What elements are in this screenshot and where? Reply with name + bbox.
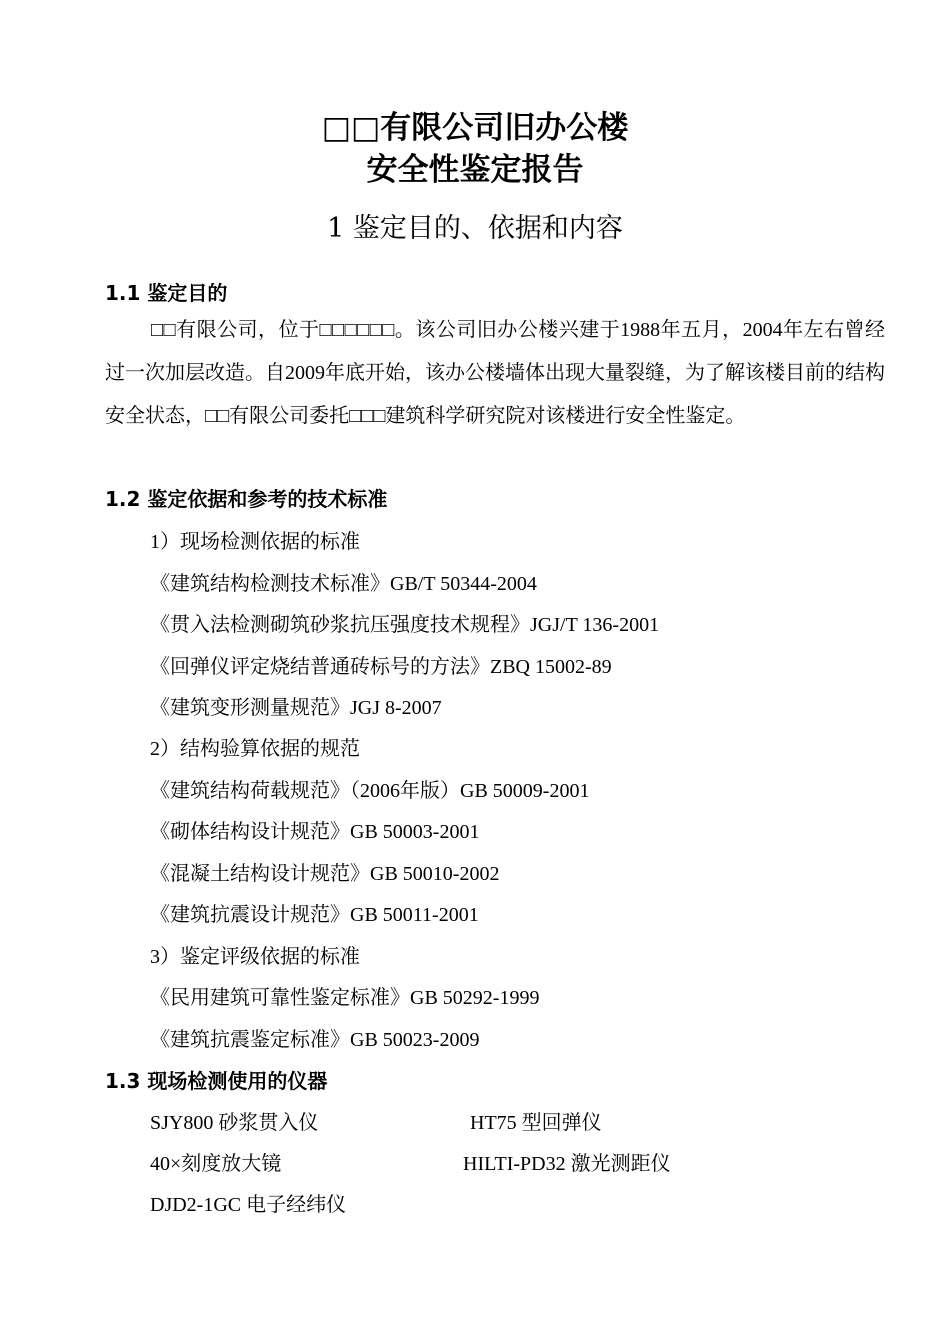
section-1-1-paragraph: □□有限公司，位于□□□□□□。该公司旧办公楼兴建于1988年五月，2004年左右曾经过一次加层改造。自2009年底开始，该办公楼墙体出现大量裂缝，为了解该楼目前的结构安全状态，□□有限公司委托□□□建筑科学研究院对该楼进行安全性鉴定。 xyxy=(105,319,885,427)
instrument-item: DJD2-1GC 电子经纬仪 xyxy=(150,1194,347,1216)
chapter-heading: 1 鉴定目的、依据和内容 xyxy=(327,213,623,244)
report-title-line2: 安全性鉴定报告 xyxy=(366,152,584,188)
standard-item: 《建筑结构荷载规范》（2006年版）GB 50009-2001 xyxy=(150,780,590,802)
standard-item: 《贯入法检测砌筑砂浆抗压强度技术规程》JGJ/T 136-2001 xyxy=(150,614,660,636)
report-title-line1: □□有限公司旧办公楼 xyxy=(321,110,629,146)
instrument-item: HT75 型回弹仪 xyxy=(470,1112,602,1134)
standard-item: 《建筑抗震鉴定标准》GB 50023-2009 xyxy=(150,1029,480,1051)
standard-item: 《民用建筑可靠性鉴定标准》GB 50292-1999 xyxy=(150,987,540,1009)
standard-item: 《建筑结构检测技术标准》GB/T 50344-2004 xyxy=(150,573,537,595)
instrument-item: HILTI-PD32 激光测距仪 xyxy=(463,1153,671,1175)
section-heading-1-2: 1.2 鉴定依据和参考的技术标准 xyxy=(105,487,388,511)
group-label-2: 2）结构验算依据的规范 xyxy=(150,738,360,760)
instrument-item: SJY800 砂浆贯入仪 xyxy=(150,1112,319,1134)
standard-item: 《回弹仪评定烧结普通砖标号的方法》ZBQ 15002-89 xyxy=(150,656,612,678)
standard-item: 《建筑抗震设计规范》GB 50011-2001 xyxy=(150,904,479,926)
standard-item: 《建筑变形测量规范》JGJ 8-2007 xyxy=(150,697,442,719)
section-heading-1-1: 1.1 鉴定目的 xyxy=(105,281,228,305)
group-label-1: 1）现场检测依据的标准 xyxy=(150,531,360,553)
instrument-item: 40×刻度放大镜 xyxy=(150,1153,282,1175)
standard-item: 《混凝土结构设计规范》GB 50010-2002 xyxy=(150,863,500,885)
section-heading-1-3: 1.3 现场检测使用的仪器 xyxy=(105,1069,328,1093)
group-label-3: 3）鉴定评级依据的标准 xyxy=(150,946,360,968)
standard-item: 《砌体结构设计规范》GB 50003-2001 xyxy=(150,821,480,843)
